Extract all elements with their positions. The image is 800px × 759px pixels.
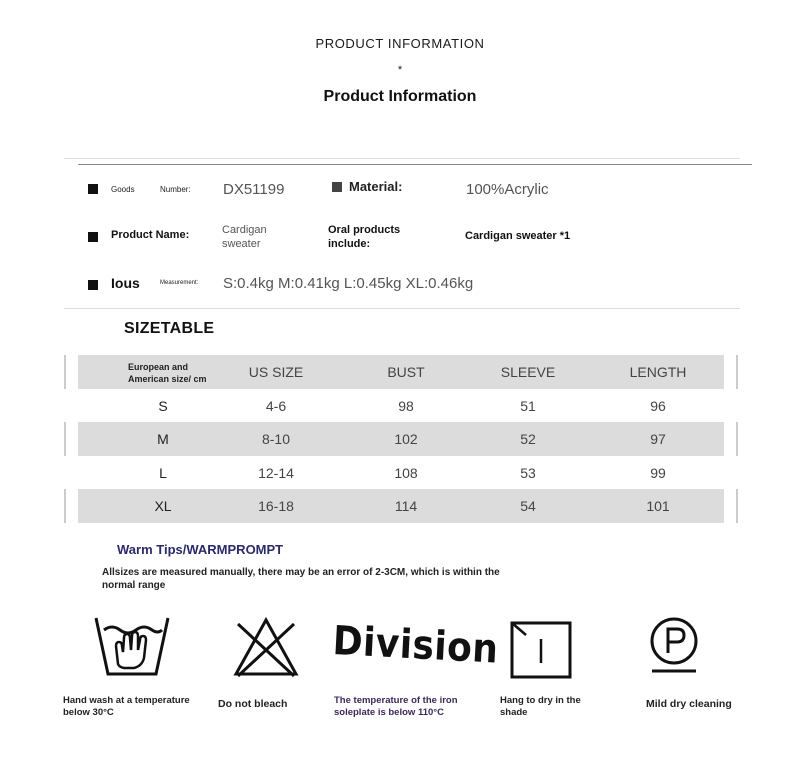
size-header-eu-us: European and American size/ cm bbox=[128, 362, 207, 384]
ious-bullet bbox=[88, 280, 98, 290]
sleeve-cell: 51 bbox=[520, 398, 536, 414]
dry-clean-p-icon bbox=[646, 617, 702, 673]
table-row bbox=[78, 389, 724, 423]
goods-number: DX51199 bbox=[223, 181, 285, 198]
table-left-mark bbox=[64, 489, 66, 523]
iron-caption: The temperature of the iron soleplate is below 110°C bbox=[334, 695, 458, 718]
ious-label: Ious bbox=[111, 275, 140, 291]
material-value: 100%Acrylic bbox=[466, 181, 549, 198]
size-cell: XL bbox=[154, 498, 172, 514]
length-cell: 101 bbox=[646, 498, 670, 514]
hand-wash-icon bbox=[94, 616, 170, 678]
hand-wash-caption: Hand wash at a temperature below 30°C bbox=[63, 695, 190, 718]
info-bottom-rule bbox=[64, 308, 740, 309]
table-row bbox=[78, 456, 724, 490]
size-header-us-size: US SIZE bbox=[248, 364, 304, 380]
table-right-mark bbox=[736, 489, 738, 523]
material-bullet bbox=[332, 182, 342, 192]
header-dot: * bbox=[397, 64, 403, 76]
no-bleach-caption: Do not bleach bbox=[218, 698, 288, 710]
warm-tips-body: Allsizes are measured manually, there may be an error of 2-3CM, which is within the normal range bbox=[102, 567, 500, 591]
number-label: Number: bbox=[160, 185, 191, 194]
product-name-bullet bbox=[88, 232, 98, 242]
size-cell: L bbox=[159, 465, 167, 481]
no-bleach-icon bbox=[232, 616, 300, 678]
size-header-sleeve: SLEEVE bbox=[500, 364, 556, 380]
hang-dry-caption: Hang to dry in the shade bbox=[500, 695, 581, 718]
length-cell: 96 bbox=[650, 398, 666, 414]
goods-bullet bbox=[88, 184, 98, 194]
size-table-header-row bbox=[78, 355, 724, 389]
measurement-label: Measurement: bbox=[160, 280, 199, 286]
goods-label: Goods bbox=[111, 185, 135, 194]
sleeve-cell: 54 bbox=[520, 498, 536, 514]
length-cell: 97 bbox=[650, 431, 666, 447]
oral-products-value: Cardigan sweater *1 bbox=[465, 230, 571, 242]
us-size-cell: 4-6 bbox=[265, 398, 287, 414]
weights-value: S:0.4kg M:0.41kg L:0.45kg XL:0.46kg bbox=[223, 275, 474, 292]
size-header-length: LENGTH bbox=[629, 364, 687, 380]
size-cell: S bbox=[158, 398, 168, 414]
bust-cell: 98 bbox=[398, 398, 414, 414]
page-title: Product Information bbox=[323, 88, 477, 105]
size-table-title: SIZETABLE bbox=[124, 320, 215, 337]
length-cell: 99 bbox=[650, 465, 666, 481]
header-top-title: PRODUCT INFORMATION bbox=[315, 36, 485, 51]
product-name-value: Cardigan sweater bbox=[222, 224, 267, 250]
info-top-rule bbox=[78, 164, 752, 165]
size-header-bust: BUST bbox=[387, 364, 425, 380]
info-faint-rule-top bbox=[64, 158, 740, 159]
size-cell: M bbox=[157, 431, 169, 447]
iron-division-text: Division bbox=[331, 618, 500, 673]
product-name-label: Product Name: bbox=[111, 229, 190, 241]
warm-tips-title: Warm Tips/WARMPROMPT bbox=[117, 542, 284, 557]
bust-cell: 114 bbox=[394, 498, 418, 514]
table-left-mark bbox=[64, 355, 66, 389]
sleeve-cell: 52 bbox=[520, 431, 536, 447]
table-left-mark bbox=[64, 422, 66, 456]
oral-products-label: Oral products include: bbox=[328, 224, 401, 250]
bust-cell: 108 bbox=[394, 465, 418, 481]
material-label: Material: bbox=[349, 179, 403, 194]
bust-cell: 102 bbox=[394, 431, 418, 447]
us-size-cell: 12-14 bbox=[258, 465, 294, 481]
dry-clean-caption: Mild dry cleaning bbox=[646, 698, 732, 710]
hang-dry-shade-icon bbox=[510, 621, 572, 679]
sleeve-cell: 53 bbox=[520, 465, 536, 481]
us-size-cell: 16-18 bbox=[258, 498, 294, 514]
table-row bbox=[78, 422, 724, 456]
table-right-mark bbox=[736, 355, 738, 389]
table-right-mark bbox=[736, 422, 738, 456]
us-size-cell: 8-10 bbox=[261, 431, 291, 447]
table-row bbox=[78, 489, 724, 523]
